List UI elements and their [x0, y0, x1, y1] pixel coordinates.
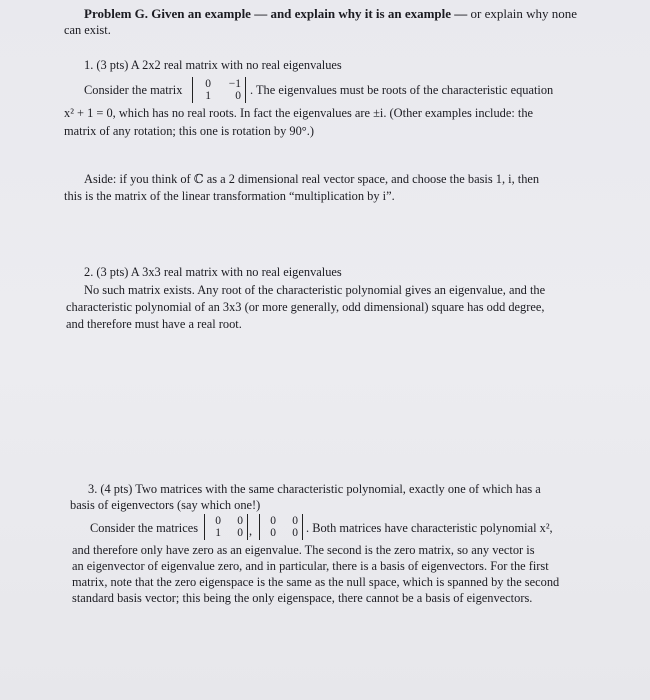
matrix-entry: 1: [205, 90, 211, 102]
matrix-entry: 1: [215, 527, 221, 539]
part3-line5: matrix, note that the zero eigenspace is the same as the null space, which is spanned by the second: [72, 575, 560, 589]
part1-line3: x² + 1 = 0, which has no real roots. In fact the eigenvalues are ±i. (Other examples include: the: [64, 106, 534, 120]
part3-consider: Consider the matrices: [90, 521, 199, 535]
problem-label: Problem G.: [84, 6, 149, 21]
part1-matrix: [192, 77, 246, 103]
problem-bold-text: Given an example — and explain why it is an example —: [151, 6, 468, 21]
matrix-separator: ,: [249, 524, 253, 538]
part3-line4: an eigenvector of eigenvalue zero, and in particular, there is a basis of eigenvectors. For the first: [72, 559, 549, 573]
matrix-entry: 0: [235, 90, 241, 102]
matrix-entry: 0: [215, 515, 221, 527]
aside-line2: this is the matrix of the linear transformation “multiplication by i”.: [64, 189, 395, 203]
problem-rest: or explain why none: [470, 6, 578, 21]
part3-line3: and therefore only have zero as an eigenvalue. The second is the zero matrix, so any vector is: [72, 543, 535, 557]
part3-title-line1: 3. (4 pts) Two matrices with the same characteristic polynomial, exactly one of which has a: [88, 482, 541, 496]
problem-heading-line2: can exist.: [64, 23, 111, 37]
matrix-entry: 0: [292, 527, 298, 539]
matrix-entry: 0: [292, 515, 298, 527]
matrix-entry: −1: [228, 78, 241, 90]
part3-title-line2: basis of eigenvectors (say which one!): [70, 498, 261, 512]
part3-line6: standard basis vector; this being the only eigenspace, there cannot be a basis of eigenvectors.: [72, 591, 533, 605]
part1-consider: Consider the matrix: [84, 83, 183, 97]
part2-title: 2. (3 pts) A 3x3 real matrix with no real eigenvalues: [84, 265, 342, 279]
matrix-entry: 0: [205, 78, 211, 90]
matrix-entry: 0: [237, 527, 243, 539]
part1-title: 1. (3 pts) A 2x2 real matrix with no real eigenvalues: [84, 58, 342, 72]
part3-matrix-2: [259, 514, 303, 540]
problem-heading: [84, 6, 577, 21]
part1-after-matrix: . The eigenvalues must be roots of the characteristic equation: [250, 83, 554, 97]
part3-after-matrices: . Both matrices have characteristic polynomial x²,: [306, 521, 553, 535]
matrix-entry: 0: [270, 515, 276, 527]
part2-line2: characteristic polynomial of an 3x3 (or more generally, odd dimensional) square has odd degree,: [66, 300, 545, 314]
part2-line1: No such matrix exists. Any root of the characteristic polynomial gives an eigenvalue, and the: [84, 283, 546, 297]
part2-line3: and therefore must have a real root.: [66, 317, 242, 331]
matrix-entry: 0: [270, 527, 276, 539]
matrix-entry: 0: [237, 515, 243, 527]
aside-line1: Aside: if you think of ℂ as a 2 dimensional real vector space, and choose the basis 1, i, then: [84, 172, 540, 186]
part3-matrix-1: [204, 514, 248, 540]
part1-line4: matrix of any rotation; this one is rotation by 90°.): [64, 124, 314, 138]
